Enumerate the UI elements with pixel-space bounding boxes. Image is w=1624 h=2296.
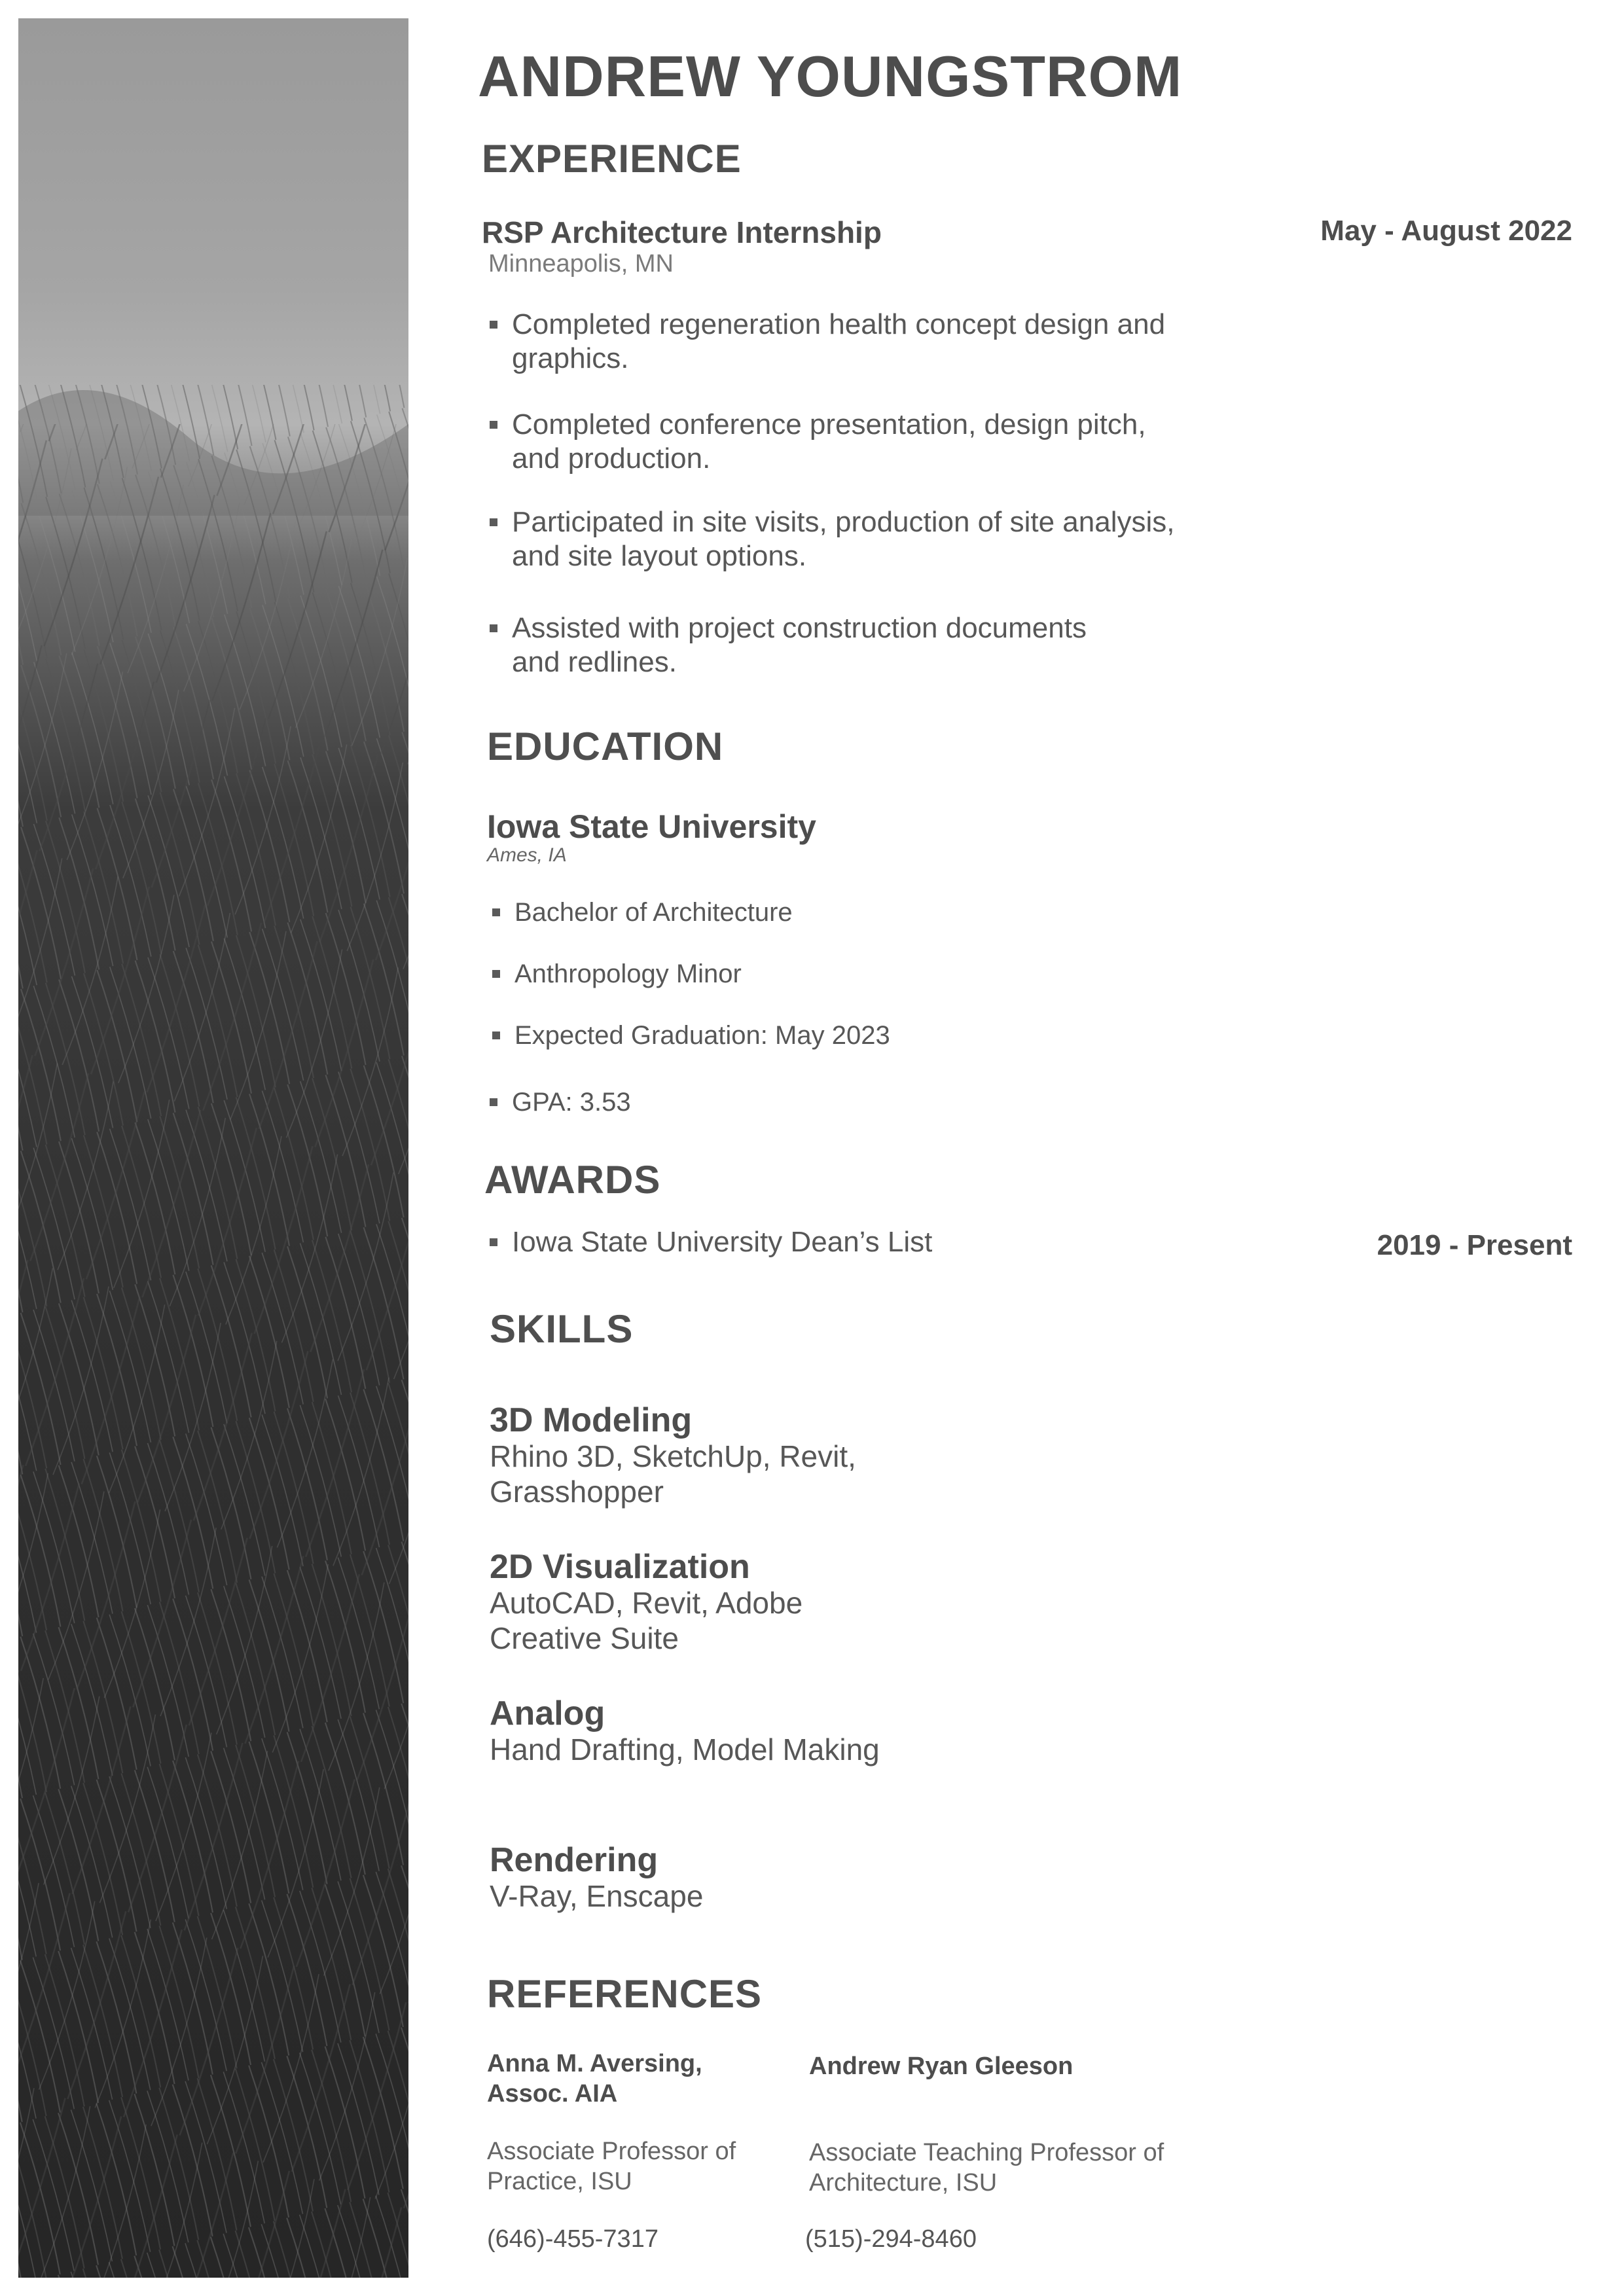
candidate-name: ANDREW YOUNGSTROM	[478, 44, 1183, 109]
grass-photo-image	[18, 18, 408, 2278]
reference-role: Associate Teaching Professor of Architecture, ISU	[809, 2139, 1164, 2197]
skill-details: Rhino 3D, SketchUp, Revit, Grasshopper	[490, 1439, 856, 1509]
reference-name: Andrew Ryan Gleeson	[809, 2053, 1074, 2080]
school-location: Ames, IA	[487, 844, 567, 866]
job-title: RSP Architecture Internship	[482, 215, 882, 249]
experience-bullet: Participated in site visits, production of site analysis, and site layout options.	[488, 505, 1176, 573]
job-date: May - August 2022	[1320, 215, 1572, 247]
education-bullet: Anthropology Minor	[491, 957, 1198, 991]
references-heading: REFERENCES	[487, 1972, 763, 2016]
skill-title: 3D Modeling	[490, 1401, 693, 1439]
skills-heading: SKILLS	[490, 1307, 634, 1351]
reference-role: Associate Professor of Practice, ISU	[487, 2138, 736, 2195]
experience-bullet: Assisted with project construction documents and redlines.	[488, 611, 1091, 679]
skill-details: Hand Drafting, Model Making	[490, 1732, 880, 1767]
skill-title: Rendering	[490, 1841, 659, 1879]
skill-details: V-Ray, Enscape	[490, 1879, 704, 1913]
education-bullet: Expected Graduation: May 2023	[491, 1018, 1198, 1052]
skill-title: 2D Visualization	[490, 1548, 750, 1586]
resume-content	[478, 0, 1591, 2296]
grass-photo	[18, 18, 408, 2278]
job-location: Minneapolis, MN	[488, 250, 674, 278]
experience-bullet: Completed regeneration health concept design and graphics.	[488, 308, 1208, 376]
school-name: Iowa State University	[487, 808, 816, 845]
reference-phone: (515)-294-8460	[805, 2225, 977, 2253]
award-item: Iowa State University Dean’s List	[488, 1225, 1195, 1259]
education-bullet: Bachelor of Architecture	[491, 895, 1198, 929]
education-bullet: GPA: 3.53	[488, 1085, 1195, 1119]
award-date: 2019 - Present	[1377, 1229, 1572, 1261]
reference-name: Anna M. Aversing, Assoc. AIA	[487, 2050, 702, 2108]
education-heading: EDUCATION	[487, 725, 724, 768]
skill-details: AutoCAD, Revit, Adobe Creative Suite	[490, 1586, 803, 1655]
experience-heading: EXPERIENCE	[482, 137, 742, 181]
skill-title: Analog	[490, 1695, 605, 1732]
experience-bullet: Completed conference presentation, design pitch, and production.	[488, 408, 1176, 476]
awards-heading: AWARDS	[484, 1158, 661, 1202]
reference-phone: (646)-455-7317	[487, 2225, 659, 2253]
